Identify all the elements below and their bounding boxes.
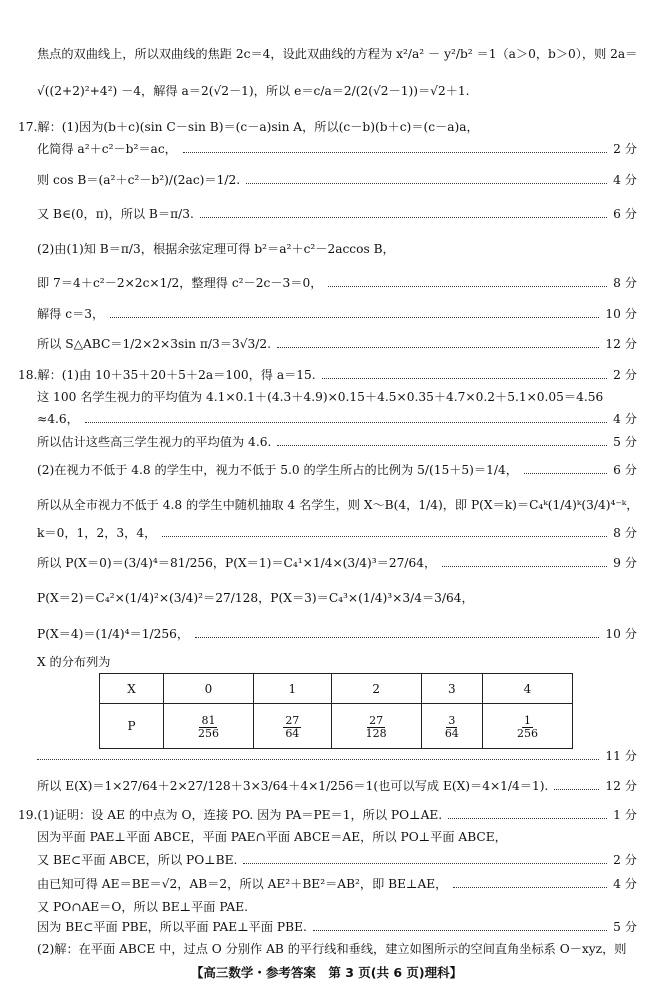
table-header-p: P xyxy=(100,704,164,749)
table-cell: 3 xyxy=(421,674,482,704)
leader-dots xyxy=(448,818,607,819)
leader-dots xyxy=(195,637,599,638)
answer-line: 即 7＝4＋c²－2×2c×1/2，整理得 c²－2c－3＝0， 8 分 xyxy=(37,276,637,290)
answer-line: 所以 E(X)＝1×27/64＋2×27/128＋3×3/64＋4×1/256＝1(也可以写成 E(X)＝4×1/4＝1). 12 分 xyxy=(37,779,637,793)
answer-line: 焦点的双曲线上，所以双曲线的焦距 2c＝4，设此双曲线的方程为 x²/a² － y²/b² ＝1（a＞0，b＞0），则 2a＝ xyxy=(37,47,638,61)
answer-line: (2)解：在平面 ABCE 中，过点 O 分别作 AB 的平行线和垂线，建立如图所示的空间直角坐标系 O－xyz，则 xyxy=(37,942,627,956)
leader-dots xyxy=(183,152,607,153)
answer-line: 所以 S△ABC＝1/2×2×3sin π/3＝3√3/2. 12 分 xyxy=(37,337,637,351)
answer-line: k＝0，1，2，3，4， 8 分 xyxy=(37,526,637,540)
table-cell: $\frac{1}{256}$ xyxy=(482,704,572,749)
answer-line: 解得 c＝3， 10 分 xyxy=(37,307,637,321)
answer-line: 17.解：(1)因为(b＋c)(sin C－sin B)＝(c－a)sin A，所以(c－b)(b＋c)＝(c－a)a， xyxy=(18,120,479,134)
leader-dots xyxy=(85,422,607,423)
answer-line: 则 cos B＝(a²＋c²－b²)/(2ac)＝1/2. 4 分 xyxy=(37,173,637,187)
answer-line: 这 100 名学生视力的平均值为 4.1×0.1＋(4.3＋4.9)×0.15＋4.5×0.35＋4.7×0.2＋5.1×0.05＝4.56 xyxy=(37,390,604,404)
table-cell: 1 xyxy=(253,674,331,704)
answer-line: 所以估计这些高三学生视力的平均值为 4.6. 5 分 xyxy=(37,435,637,449)
leader-dots xyxy=(277,445,607,446)
answer-line: (2)在视力不低于 4.8 的学生中，视力不低于 5.0 的学生所占的比例为 5/(15＋5)＝1/4， 6 分 xyxy=(37,463,637,477)
table-cell: $\frac{27}{128}$ xyxy=(331,704,421,749)
table-cell: 2 xyxy=(331,674,421,704)
answer-line: (2)由(1)知 B＝π/3，根据余弦定理可得 b²＝a²＋c²－2accos B， xyxy=(37,242,395,256)
table-cell: $\frac{81}{256}$ xyxy=(164,704,254,749)
leader-dots xyxy=(37,759,599,760)
answer-line: √((2+2)²+4²) －4，解得 a＝2(√2－1)，所以 e＝c/a＝2/(2(√2－1))＝√2＋1. xyxy=(37,84,470,98)
answer-line: P(X＝4)＝(1/4)⁴＝1/256， 10 分 xyxy=(37,627,637,641)
answer-line: 19.(1)证明：设 AE 的中点为 O，连接 PO. 因为 PA＝PE＝1，所以 PO⊥AE. 1 分 xyxy=(18,808,637,822)
leader-dots xyxy=(453,887,607,888)
table-header-x: X xyxy=(100,674,164,704)
answer-line: 因为 BE⊂平面 PBE，所以平面 PAE⊥平面 PBE. 5 分 xyxy=(37,920,637,934)
table-cell: $\frac{27}{64}$ xyxy=(253,704,331,749)
leader-dots xyxy=(322,378,608,379)
leader-dots xyxy=(554,789,599,790)
leader-dots xyxy=(246,183,607,184)
leader-dots xyxy=(277,347,599,348)
page-footer: 【高三数学・参考答案 第 3 页(共 6 页)理科】 xyxy=(190,965,463,980)
answer-line: 又 PO∩AE＝O，所以 BE⊥平面 PAE. xyxy=(37,900,248,914)
leader-dots xyxy=(313,930,607,931)
leader-dots xyxy=(442,566,607,567)
leader-dots xyxy=(162,536,607,537)
leader-dots xyxy=(110,317,599,318)
table-cell: 4 xyxy=(482,674,572,704)
table-cell: 0 xyxy=(164,674,254,704)
leader-dots xyxy=(524,473,607,474)
answer-line: 所以 P(X＝0)＝(3/4)⁴＝81/256，P(X＝1)＝C₄¹×1/4×(3/4)³＝27/64， 9 分 xyxy=(37,556,637,570)
answer-line: 因为平面 PAE⊥平面 ABCE，平面 PAE∩平面 ABCE＝AE，所以 PO⊥平面 ABCE， xyxy=(37,830,507,844)
answer-line: 化简得 a²＋c²－b²＝ac， 2 分 xyxy=(37,142,637,156)
answer-line: 11 分 xyxy=(37,742,637,764)
answer-line: 又 B∈(0，π)，所以 B＝π/3. 6 分 xyxy=(37,207,637,221)
distribution-table xyxy=(99,673,573,749)
leader-dots xyxy=(243,863,607,864)
answer-line: P(X＝2)＝C₄²×(1/4)²×(3/4)²＝27/128，P(X＝3)＝C₄³×(1/4)³×3/4＝3/64， xyxy=(37,591,474,605)
leader-dots xyxy=(200,217,607,218)
answer-line: X 的分布列为 xyxy=(37,655,111,669)
leader-dots xyxy=(328,286,607,287)
table-cell: $\frac{3}{64}$ xyxy=(421,704,482,749)
answer-line: ≈4.6， 4 分 xyxy=(37,412,637,426)
answer-line: 又 BE⊂平面 ABCE，所以 PO⊥BE. 2 分 xyxy=(37,853,637,867)
answer-line: 18.解：(1)由 10＋35＋20＋5＋2a＝100，得 a＝15. 2 分 xyxy=(18,368,637,382)
answer-line: 由已知可得 AE＝BE＝√2，AB＝2，所以 AE²＋BE²＝AB²，即 BE⊥AE， 4 分 xyxy=(37,877,637,891)
answer-line: 所以从全市视力不低于 4.8 的学生中随机抽取 4 名学生，则 X～B(4，1/4)，即 P(X＝k)＝C₄ᵏ(1/4)ᵏ(3/4)⁴⁻ᵏ， xyxy=(37,498,639,512)
